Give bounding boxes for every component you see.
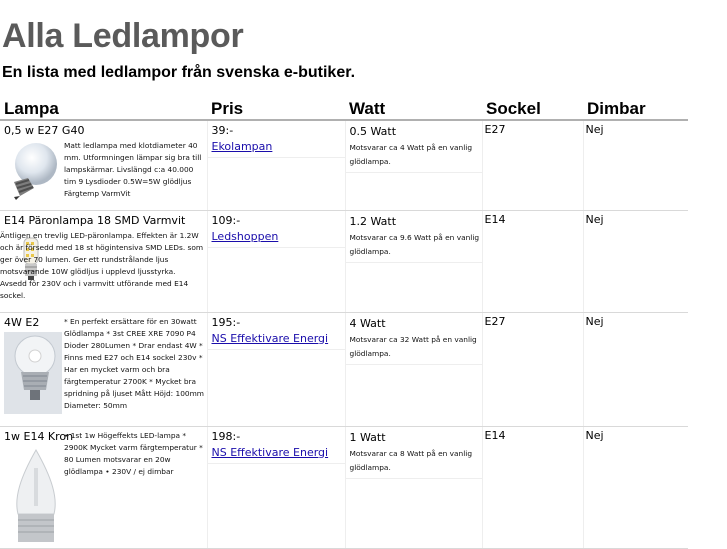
lamp-description: Äntligen en trevlig LED-päronlampa. Effekten är 1.2W och är försedd med 18 st högintensiva SMD LEDs. som ger över 70 lumen. Ger ett rundstrålande ljus motsvarande 10W glödljus i upplevd ljusstyrka. Avsedd för 230V och i varmvitt utförande med E14 sockel. xyxy=(0,230,204,300)
lamp-name: 0,5 w E27 G40 xyxy=(4,124,85,137)
lamp-cell xyxy=(0,426,207,548)
watt-note: Motsvarar ca 8 Watt på en vanlig glödlampa. xyxy=(349,448,473,472)
table-row xyxy=(0,312,688,426)
price-cell xyxy=(207,210,345,312)
candle-bulb-image xyxy=(8,448,64,548)
price-value: 195:- xyxy=(211,315,241,329)
lamp-description: Matt ledlampa med klotdiameter 40 mm. Utformningen lämpar sig bra till lampskärmar. Livslängd c:a 40.000 tim 9 Lysdioder 0.5W=5W glödljus Färgtemp VarmVit xyxy=(64,141,202,198)
price-cell xyxy=(207,312,345,426)
dimmable-value: Nej xyxy=(585,314,604,328)
dimmable-cell xyxy=(583,426,688,548)
price-cell xyxy=(207,120,345,210)
watt-cell xyxy=(345,426,482,548)
lamp-cell xyxy=(0,210,207,312)
lamp-cell xyxy=(0,120,207,210)
watt-cell xyxy=(345,210,482,312)
lamp-cell xyxy=(0,312,207,426)
lamp-name: 4W E2 xyxy=(4,315,40,329)
socket-value: E14 xyxy=(484,212,506,226)
header-pris: Pris xyxy=(207,94,345,120)
lamp-table xyxy=(0,94,688,549)
dimmable-value: Nej xyxy=(585,212,604,226)
watt-cell xyxy=(345,312,482,426)
header-dimbar: Dimbar xyxy=(583,94,688,120)
socket-value: E27 xyxy=(484,314,506,328)
table-header-row xyxy=(0,94,688,120)
socket-value: E14 xyxy=(484,428,506,442)
lamp-name: E14 Päronlampa 18 SMD Varmvit xyxy=(4,213,186,227)
clear-globe-bulb-image xyxy=(4,332,62,414)
watt-cell xyxy=(345,120,482,210)
shop-link[interactable]: Ekolampan xyxy=(211,140,273,153)
header-lampa: Lampa xyxy=(0,94,207,120)
dimmable-value: Nej xyxy=(585,123,604,136)
lamp-description: * En perfekt ersättare för en 30watt Glödlampa * 3st CREE XRE 7090 P4 Dioder 280Lumen * Drar endast 4W * Finns med E27 och E14 sockel 230v * Har en mycket varm och bra färgtemperatur 2700K * Mycket bra spridning på ljuset Mått Höjd: 100mm Diameter: 50mm xyxy=(64,316,205,410)
dimmable-value: Nej xyxy=(585,428,604,442)
price-value: 198:- xyxy=(211,429,241,443)
shop-link[interactable]: Ledshoppen xyxy=(211,229,279,243)
watt-note: Motsvarar ca 4 Watt på en vanlig glödlampa. xyxy=(349,143,473,166)
shop-link[interactable]: NS Effektivare Energi xyxy=(211,445,329,459)
header-watt: Watt xyxy=(345,94,482,120)
price-value: 109:- xyxy=(211,213,241,227)
socket-value: E27 xyxy=(484,123,506,136)
socket-cell xyxy=(482,426,583,548)
table-row xyxy=(0,210,688,312)
watt-note: Motsvarar ca 32 Watt på en vanlig glödlampa. xyxy=(349,334,477,358)
lamp-name: 1w E14 Kron xyxy=(4,429,74,443)
page-title: Alla Ledlampor xyxy=(2,17,244,55)
header-sockel: Sockel xyxy=(482,94,583,120)
price-cell xyxy=(207,426,345,548)
table-row xyxy=(0,120,688,210)
shop-link[interactable]: NS Effektivare Energi xyxy=(211,331,329,345)
dimmable-cell xyxy=(583,312,688,426)
watt-value: 0.5 Watt xyxy=(349,125,397,138)
socket-cell xyxy=(482,210,583,312)
watt-note: Motsvarar ca 9.6 Watt på en vanlig glödlampa. xyxy=(349,232,480,256)
price-value: 39:- xyxy=(211,124,234,137)
socket-cell xyxy=(482,120,583,210)
dimmable-cell xyxy=(583,210,688,312)
socket-cell xyxy=(482,312,583,426)
table-row xyxy=(0,426,688,548)
watt-value: 1 Watt xyxy=(349,430,386,444)
watt-value: 1.2 Watt xyxy=(349,214,397,228)
page-subtitle: En lista med ledlampor från svenska e-butiker. xyxy=(2,64,356,81)
frosted-globe-bulb-image xyxy=(6,140,60,202)
lamp-description: • 1st 1w Högeffekts LED-lampa * 2900K Mycket varm färgtemperatur * 80 Lumen motsvarar en 20w glödlampa • 230V / ej dimbar xyxy=(64,430,203,476)
dimmable-cell xyxy=(583,120,688,210)
watt-value: 4 Watt xyxy=(349,316,386,330)
